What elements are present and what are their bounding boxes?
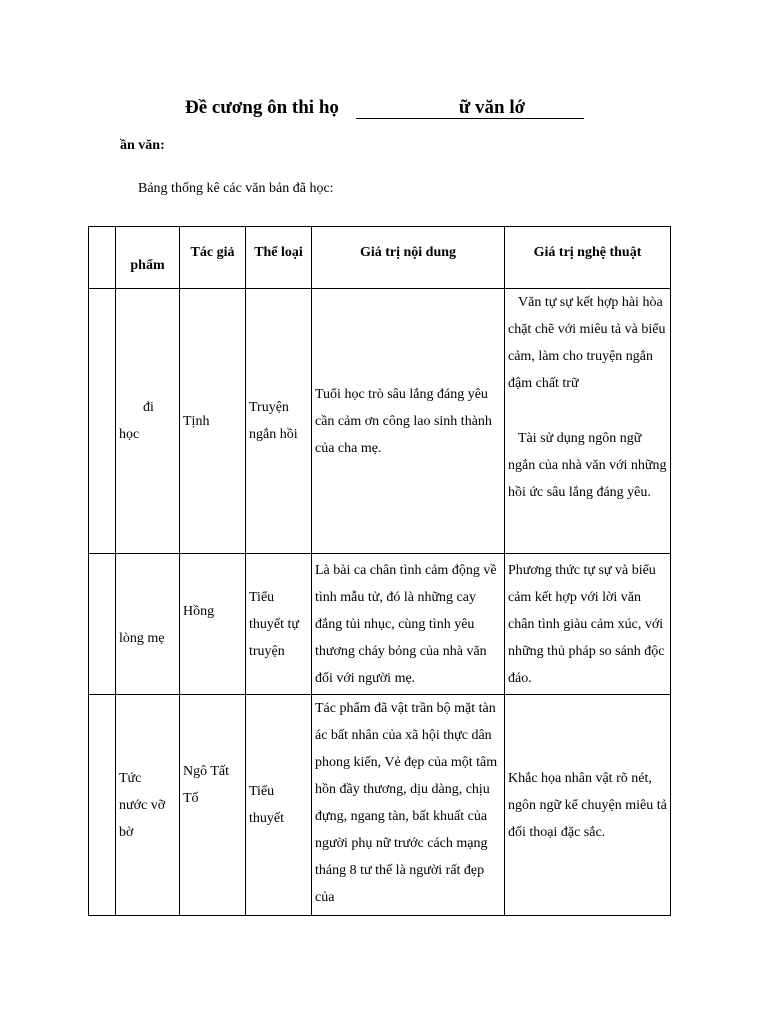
content-cell [312,695,505,916]
work-cell [116,289,180,554]
author-line: Tố [183,791,199,806]
genre-line: truyện [249,643,285,659]
header-genre: Thể loại [246,227,312,289]
section-heading: ần văn: [120,138,165,153]
art-cell [505,695,671,916]
work-line: Tức [119,770,142,786]
title-left: Đề cương ôn thi họ [185,97,339,118]
author-cell [180,554,246,695]
table-header-row [89,227,671,289]
art-paragraph: Phương thức tự sự và biểu cảm kết hợp với lời văn chân tình giàu cảm xúc, với những thủ pháp so sánh độc đáo. [508,562,665,686]
row-index [89,289,116,554]
header-index [89,227,116,289]
genre-line: thuyết [249,811,284,826]
document-title [185,97,525,119]
genre-line: Tiểu [249,784,275,799]
row-index [89,554,116,695]
content-text: Tác phẩm đã vật trần bộ mặt tàn ác bất nhân của xã hội thực dân phong kiến, Vẻ đẹp của một tâm hồn đầy thương, dịu dàng, chịu đựng, ngang tàn, bất khuất của người phụ nữ trước cách mạng tháng 8 tư thế là người rất đẹp của [315,701,498,905]
content-text: Tuổi học trò sâu lắng đáng yêu cần cảm ơn công lao sinh thành của cha mẹ. [315,386,492,456]
author-text: Hồng [183,603,215,619]
genre-line: thuyết tự [249,616,299,632]
genre-line: ngắn hồi [249,427,298,442]
work-line: đi [143,400,154,415]
work-line: học [119,427,140,442]
work-line: lòng mẹ [119,630,165,646]
header-work: phẩm [116,227,180,289]
table-row [89,554,671,695]
table-row [89,695,671,916]
art-cell [505,289,671,554]
author-line: Ngô Tất [183,764,230,779]
art-paragraph: Văn tự sự kết hợp hài hòa chặt chẽ với miêu tả và biểu cảm, làm cho truyện ngắn đậm chất trữ [508,295,666,391]
genre-cell [246,289,312,554]
author-text: Tịnh [183,413,210,429]
content-cell [312,289,505,554]
header-author: Tác giả [180,227,246,289]
intro-text: Bảng thống kê các văn bản đã học: [138,181,334,196]
table-row [89,289,671,554]
content-cell [312,554,505,695]
works-table [88,226,671,916]
genre-cell [246,695,312,916]
work-line: bờ [119,824,134,840]
art-cell [505,554,671,695]
title-right: ữ văn lớ [458,97,526,118]
row-index [89,695,116,916]
art-paragraph: Tài sử dụng ngôn ngữ ngắn của nhà văn với những hồi ức sâu lắng đáng yêu. [508,431,667,500]
title-underline [356,118,584,119]
genre-cell [246,554,312,695]
genre-line: Truyện [249,400,289,415]
header-art: Giá trị nghệ thuật [505,227,671,289]
header-content: Giá trị nội dung [312,227,505,289]
content-text: Là bài ca chân tình cảm động về tình mẫu tử, đó là những cay đắng tủi nhục, cùng tình yêu thương cháy bỏng của nhà văn đối với người mẹ. [315,562,497,686]
work-cell [116,554,180,695]
art-paragraph: Khắc họa nhân vật rõ nét, ngôn ngữ kể chuyện miêu tả đối thoại đặc sắc. [508,770,667,840]
author-cell [180,289,246,554]
author-cell [180,695,246,916]
work-cell [116,695,180,916]
work-line: nước vỡ [119,797,166,813]
genre-line: Tiểu [249,589,275,605]
